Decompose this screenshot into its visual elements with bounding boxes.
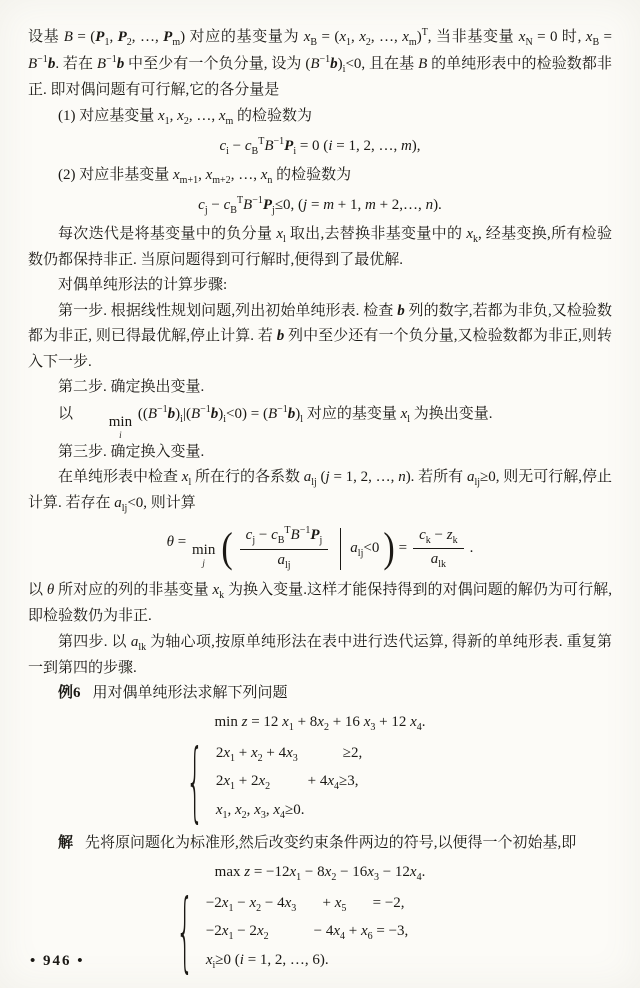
para-theta-explain: 以 θ 所对应的列的非基变量 $x_k$ 为换入变量.这样才能保持得到的对偶问题的解仍为可行解,即检验数仍为非正. [28, 582, 612, 625]
page-number: • 946 • [30, 953, 85, 969]
theta-condition: $a_{lj}<0$ [350, 539, 380, 559]
list-item-nonbasic-vars: (2) 对应非基变量 $x_{m+1}$, $x_{m+2}$, …, $x_n$ 的检验数为 [58, 166, 352, 186]
constraint-line: $2x_1 + x_2 + 4x_3$ ≥2, [215, 744, 363, 764]
theta-fraction-2 [413, 526, 463, 572]
theta-frac1-denominator: $a_{lj}$ [277, 551, 291, 571]
constraint-line: $-2x_1 - x_2 - 4x_3$ + $x_5$ = −2, [205, 894, 405, 914]
constraint-system-primal [186, 729, 612, 833]
theta-period: . [469, 540, 474, 556]
solution-intro-text: 先将原问题化为标准形,然后改变约束条件两边的符号,以便得一个初始基,即 [85, 835, 577, 852]
constraint-line: $x_i\ge 0$ (i = 1, 2, …, 6). [205, 951, 329, 971]
para-steps-title: 对偶单纯形法的计算步骤: [58, 277, 228, 293]
para-iteration: 每次迭代是将基变量中的负分量 $x_l$ 取出,去替换非基变量中的 $x_k$, 经基变换,所有检验数仍都保持非正. 当原问题得到可行解时,便得到了最优解. [28, 225, 612, 268]
para-step2-title: 第二步. 确定换出变量. [58, 379, 205, 395]
formula-basic-check: $c_i - c_B^TB^{-1}P_i = 0$ (i = 1, 2, …, m), [219, 135, 421, 157]
para-solution-intro [28, 831, 612, 857]
formula-min-objective: min z = 12 $x_1 + 8x_2 + 16$ $x_3 + 12$ $x_4$. [214, 713, 426, 733]
formula-max-objective: $\max z = -12x_1 - 8x_2 - 16x_3 - 12x_4$. [214, 863, 426, 883]
para-step3-body: 在单纯形表中检查 $x_l$ 所在行的各系数 $a_{lj}$ (j = 1, 2, …, n). 若所有 $a_{lj}\ge 0$, 则无可行解,停止计算. 若存在 $a_{lj}<0$, 则计算 [28, 469, 612, 515]
example6-label: 例6 [58, 685, 81, 702]
formula-nonbasic-check: $c_j - c_B^TB^{-1}P_j\le 0$, (j = m + 1, m + 2,…, n). [198, 194, 442, 216]
theta-frac1-numerator: $c_j - c_B^TB^{-1}P_j$ [240, 525, 329, 550]
para-step1: 第一步. 根据线性规划问题,列出初始单纯形表. 检查 b 列的数字,若都为非负,又检验数都为非正, 则已得最优解,停止计算. 若 b 列中至少还有一个负分量,又检验数都为非正,则转入下一步. [28, 302, 612, 370]
example6-title: 用对偶单纯形法求解下列问题 [92, 685, 288, 702]
list-item-basic-vars: (1) 对应基变量 $x_1$, $x_2$, …, $x_m$ 的检验数为 [58, 107, 313, 127]
constraint-line: $2x_1 + 2x_2$ + $4x_4\ge 3$, [215, 773, 359, 793]
theta-condition-bar [340, 528, 341, 570]
constraint-line: $-2x_1 - 2x_2$ − $4x_4 + x_6 = -3$, [205, 923, 409, 943]
left-brace: { [186, 729, 204, 833]
formula-theta: θ = min j ( $\frac{c_j - c_B^TB^{-1}P_j}{a_{lj}}$ $a_{lj}<0$ ) = $\frac{c_k - z_k}{a_{lk}}$ . [166, 525, 474, 572]
standard-constraints [206, 890, 408, 976]
para-basis-intro: 设基 $B = (P_1$, $P_2$, …, $P_m$) 对应的基变量为 $x_B = (x_1$, $x_2$, …, $x_m)^T$, 当非基变量 $x_N = 0$ 时, $x_B = B^{-1}b$. 若在 $B^{-1}b$ 中至少有一个负分量, 设为 $(B^{-1}b)_i<0$, 且在基 B 的单纯形表中的检验数都非正. 即对偶问题有可行解,它的各分量是 [28, 27, 613, 98]
solution-label: 解 [58, 835, 74, 852]
left-brace: { [176, 879, 194, 983]
para-step2-body: 以 min i $((B^{-1}b)_i|(B^{-1}b)_i<0) = (B^{-1}b)_l$ 对应的基变量 $x_l$ 为换出变量. [58, 403, 493, 440]
example6-header [28, 681, 612, 707]
constraint-system-standard [176, 879, 612, 983]
primal-constraints [216, 740, 362, 826]
theta-frac2-denominator: $a_{lk}$ [430, 551, 446, 571]
theta-equals: = [398, 540, 408, 556]
theta-frac2-numerator: $c_k - z_k$ [413, 526, 463, 550]
theta-lhs: θ = min j [166, 533, 216, 568]
para-step3-title: 第三步. 确定换入变量. [58, 443, 205, 460]
constraint-line: $x_1$, $x_2$, $x_3$, $x_4\ge 0$. [215, 801, 305, 821]
theta-fraction-1 [240, 525, 329, 572]
para-step4: 第四步. 以 $a_{lk}$ 为轴心项,按原单纯形法在表中进行迭代运算, 得新的单纯形表. 重复第一到第四的步骤. [28, 633, 612, 676]
